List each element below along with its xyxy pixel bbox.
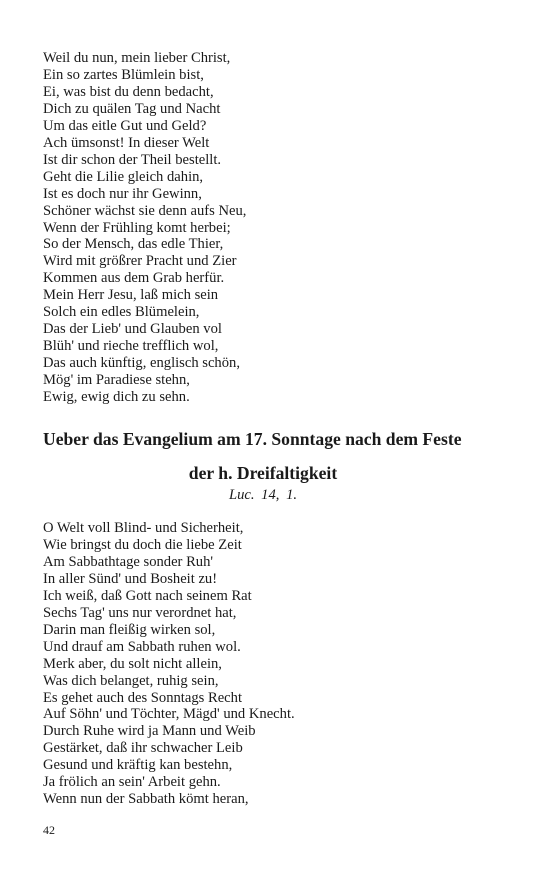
poem-line: Sechs Tag' uns nur verordnet hat, bbox=[43, 604, 237, 621]
poem-line: Wenn der Frühling komt herbei; bbox=[43, 219, 231, 236]
poem-line: Dich zu quälen Tag und Nacht bbox=[43, 100, 221, 117]
poem-line: Und drauf am Sabbath ruhen wol. bbox=[43, 638, 241, 655]
poem-line: Darin man fleißig wirken sol, bbox=[43, 621, 216, 638]
poem-line: Weil du nun, mein lieber Christ, bbox=[43, 50, 231, 66]
poem-line: So der Mensch, das edle Thier, bbox=[43, 236, 224, 253]
section-heading bbox=[43, 422, 483, 490]
poem-line: Mög' im Paradiese stehn, bbox=[43, 372, 190, 389]
poem-line: Wird mit größrer Pracht und Zier bbox=[43, 253, 237, 270]
poem-line: Blüh' und rieche trefflich wol, bbox=[43, 338, 219, 355]
poem-line: Das der Lieb' und Glauben vol bbox=[43, 321, 222, 338]
poem-line: Es gehet auch des Sonntags Recht bbox=[43, 689, 242, 706]
poem-line: Ewig, ewig dich zu sehn. bbox=[43, 389, 190, 406]
poem-line: Durch Ruhe wird ja Mann und Weib bbox=[43, 723, 256, 740]
scripture-reference: Luc. 14, 1. bbox=[228, 487, 298, 503]
section-heading-line-2: der h. Dreifaltigkeit bbox=[188, 463, 338, 483]
poem-line: O Welt voll Blind- und Sicherheit, bbox=[43, 520, 244, 536]
poem-line: Ein so zartes Blümlein bist, bbox=[43, 66, 204, 83]
poem-line: Wenn nun der Sabbath kömt heran, bbox=[43, 791, 249, 808]
poem-line: Ja frölich an sein' Arbeit gehn. bbox=[43, 774, 221, 791]
poem-line: Ach ümsonst! In dieser Welt bbox=[43, 134, 210, 151]
poem-line: Ist es doch nur ihr Gewinn, bbox=[43, 185, 202, 202]
poem-line: In aller Sünd' und Bosheit zu! bbox=[43, 570, 218, 587]
poem-line: Solch ein edles Blümelein, bbox=[43, 304, 200, 321]
page-number: 42 bbox=[43, 823, 55, 837]
poem-line: Merk aber, du solt nicht allein, bbox=[43, 655, 222, 672]
poem-line: Wie bringst du doch die liebe Zeit bbox=[43, 536, 242, 553]
poem-line: Was dich belanget, ruhig sein, bbox=[43, 672, 219, 689]
poem-line: Schöner wächst sie denn aufs Neu, bbox=[43, 202, 247, 219]
poem-line: Das auch künftig, englisch schön, bbox=[43, 355, 240, 372]
poem-line: Ich weiß, daß Gott nach seinem Rat bbox=[43, 587, 252, 604]
poem-line: Gestärket, daß ihr schwacher Leib bbox=[43, 740, 243, 757]
poem-line: Gesund und kräftig kan bestehn, bbox=[43, 757, 233, 774]
poem-line: Kommen aus dem Grab herfür. bbox=[43, 270, 225, 287]
poem-line: Mein Herr Jesu, laß mich sein bbox=[43, 287, 219, 304]
poem-stanza-1 bbox=[43, 50, 503, 406]
section-heading-line-1: Ueber das Evangelium am 17. Sonntage nach dem Feste bbox=[43, 429, 462, 449]
poem-line: Ei, was bist du denn bedacht, bbox=[43, 83, 214, 100]
poem-line: Auf Söhn' und Töchter, Mägd' und Knecht. bbox=[43, 706, 295, 723]
poem-line: Um das eitle Gut und Geld? bbox=[43, 117, 207, 134]
poem-line: Am Sabbathtage sonder Ruh' bbox=[43, 553, 214, 570]
poem-stanza-2 bbox=[43, 520, 503, 808]
poem-line: Ist dir schon der Theil bestellt. bbox=[43, 151, 222, 168]
poem-line: Geht die Lilie gleich dahin, bbox=[43, 168, 204, 185]
